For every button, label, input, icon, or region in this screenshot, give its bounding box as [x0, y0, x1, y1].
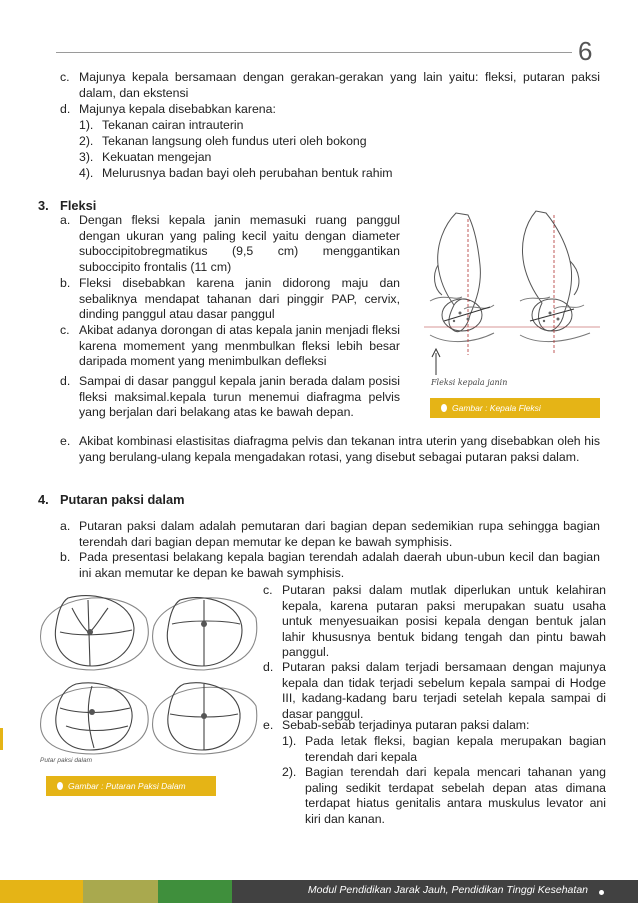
footer-dot-icon: [599, 890, 604, 895]
bullet-icon: [57, 782, 63, 790]
list-item-text: Sebab-sebab terjadinya putaran paksi dalam:: [282, 718, 530, 732]
list-label: c.: [263, 583, 273, 597]
list-label: d.: [60, 374, 71, 388]
figure-label: Fleksi kepala janin: [431, 378, 508, 387]
margin-marker: [0, 728, 3, 750]
list-item-text: Putaran paksi dalam adalah pemutaran dari bagian depan sedemikian rupa sehingga bagian terendah dari bagian depan memutar ke depan ke bawah symphisis.: [79, 519, 600, 549]
list-item-text: Majunya kepala bersamaan dengan gerakan-gerakan yang lain yaitu: fleksi, putaran paksi dalam, dan ekstensi: [79, 70, 600, 100]
sublist-text: Tekanan cairan intrauterin: [102, 118, 244, 132]
list-item-text: Putaran paksi dalam mutlak diperlukan untuk kelahiran kepala, karena putaran paksi merupakan suatu usaha untuk menyesuaikan posisi kepala dengan bentuk jalan lahir khususnya bentuk bidang tengah dan pintu bawah panggul.: [282, 583, 606, 660]
list-label: b.: [60, 276, 71, 290]
section-number: 4.: [38, 492, 49, 507]
footer-segment: [158, 880, 232, 903]
list-item-text: Putaran paksi dalam terjadi bersamaan dengan majunya kepala dan tidak terjadi sebelum kepala sampai di Hodge III, kadang-kadang baru terjadi setelah kepala sampai di dasar panggul.: [282, 660, 606, 721]
header-rule: [56, 52, 572, 53]
sublist-text: Melurusnya badan bayi oleh perubahan bentuk rahim: [102, 166, 393, 180]
figure-caption-text: Gambar : Kepala Fleksi: [452, 403, 541, 413]
list-label: c.: [60, 323, 70, 337]
list-item-text: Sampai di dasar panggul kepala janin berada dalam posisi fleksi maksimal.kepala turun menemui diafragma pelvis yang berjalan dari belakang atas ke bawah depan.: [79, 374, 400, 420]
list-label: e.: [60, 434, 71, 448]
list-label: d.: [263, 660, 274, 674]
footer-segment: [0, 880, 83, 903]
list-item-text: Dengan fleksi kepala janin memasuki ruang panggul dengan ukuran yang paling kecil yaitu dengan diameter suboccipitobregmatikus (9,5 cm) menggantikan suboccipito frontalis (11 cm): [79, 213, 400, 274]
list-item-text: Pada presentasi belakang kepala bagian terendah adalah daerah ubun-ubun kecil dan bagian ini akan memutar ke depan ke bawah symphisis.: [79, 550, 600, 580]
page-number: 6: [578, 36, 593, 66]
figure-caption: [430, 398, 600, 418]
sublist-text: Bagian terendah dari kepala mencari tahanan yang paling sedikit terdapat sebelah depan atas dimana terdapat hiatus genitalis antara muskulus levator ani kiri dan kanan.: [305, 765, 606, 826]
list-label: a.: [60, 519, 71, 533]
section-title: Fleksi: [60, 198, 97, 213]
sublist-text: Kekuatan mengejan: [102, 150, 212, 164]
section-title: Putaran paksi dalam: [60, 492, 185, 507]
list-label: c.: [60, 70, 70, 84]
list-item-text: Akibat kombinasi elastisitas diafragma pelvis dan tekanan intra uterin yang disebabkan oleh his yang berulang-ulang kepala mengadakan rotasi, yang disebut sebagai putaran paksi dalam.: [79, 434, 600, 464]
bullet-icon: [441, 404, 447, 412]
sublist-text: Pada letak fleksi, bagian kepala merupakan bagian terendah dari kepala: [305, 734, 606, 764]
sublist-label: 1).: [79, 118, 94, 132]
list-item-text: Akibat adanya dorongan di atas kepala janin menjadi fleksi karena momement yang menmbulkan fleksi lebih besar daripada moment yang menimbulkan defleksi: [79, 323, 400, 369]
internal-rotation-figure: [36, 586, 260, 756]
list-label: a.: [60, 213, 71, 227]
sublist-label: 2).: [282, 765, 297, 779]
section-number: 3.: [38, 198, 49, 213]
sublist-label: 3).: [79, 150, 94, 164]
figure-caption-text: Gambar : Putaran Paksi Dalam: [68, 781, 186, 791]
list-label: d.: [60, 102, 71, 116]
list-item-text: Majunya kepala disebabkan karena:: [79, 102, 276, 116]
sublist-label: 2).: [79, 134, 94, 148]
figure-caption: [46, 776, 216, 796]
figure-label: Putar paksi dalam: [40, 757, 93, 764]
fetal-head-flexion-figure: [424, 205, 600, 397]
footer-text: Modul Pendidikan Jarak Jauh, Pendidikan Tinggi Kesehatan: [307, 884, 588, 896]
list-item-text: Fleksi disebabkan karena janin didorong maju dan sebaliknya mendapat tahanan dari pinggir PAP, cervix, dinding panggul atau dasar panggul: [79, 276, 400, 322]
sublist-text: Tekanan langsung oleh fundus uteri oleh bokong: [102, 134, 367, 148]
list-label: b.: [60, 550, 71, 564]
footer-bar: [0, 880, 638, 903]
sublist-label: 1).: [282, 734, 297, 748]
sublist-label: 4).: [79, 166, 94, 180]
footer-segment: [83, 880, 158, 903]
list-label: e.: [263, 718, 274, 732]
